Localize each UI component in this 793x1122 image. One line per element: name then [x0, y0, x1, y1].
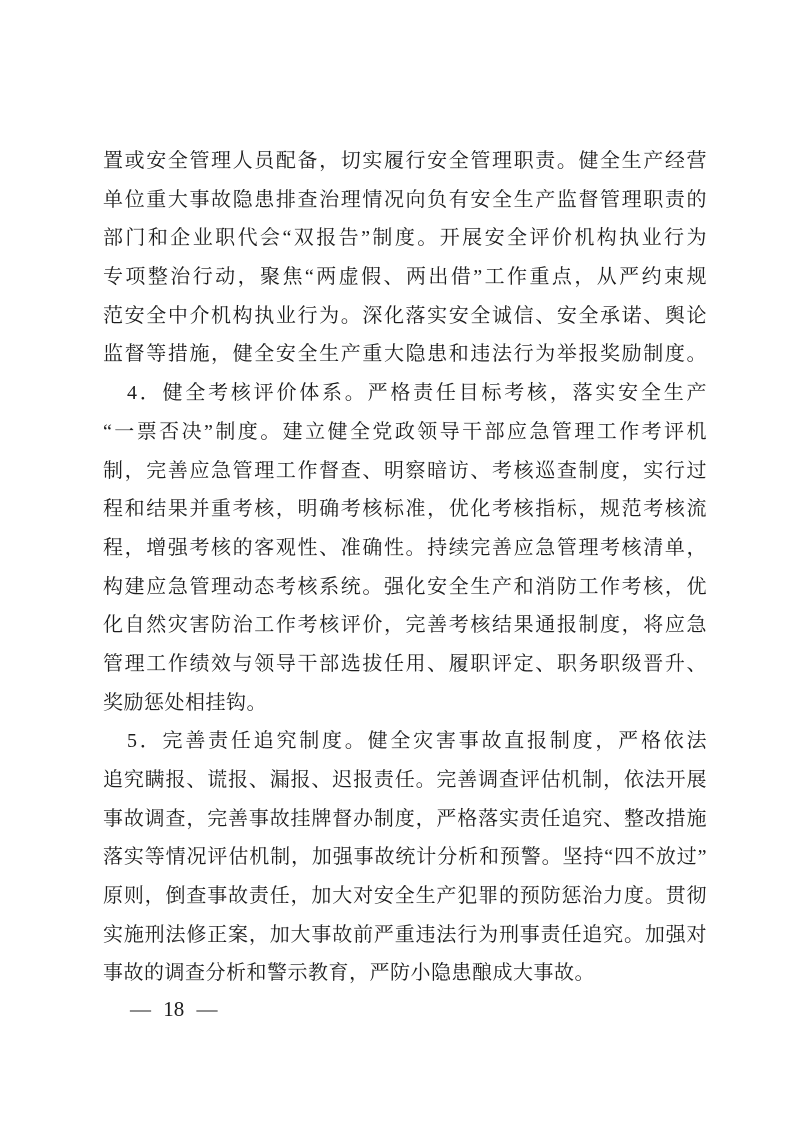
text-line: 构建应急管理动态考核系统。强化安全生产和消防工作考核，优 [103, 575, 707, 598]
text-line: 管理工作绩效与领导干部选拔任用、履职评定、职务职级晋升、 [103, 652, 707, 675]
text-line: 实施刑法修正案，加大事故前严重违法行为刑事责任追究。加强对 [103, 923, 707, 946]
text-line: 制，完善应急管理工作督查、明察暗访、考核巡查制度，实行过 [103, 459, 707, 482]
paragraph-item-5 [103, 722, 707, 993]
text-line: 奖励惩处相挂钩。 [103, 691, 267, 714]
text-line: 4．健全考核评价体系。严格责任目标考核，落实安全生产 [127, 382, 707, 405]
text-line: 部门和企业职代会“双报告”制度。开展安全评价机构执业行为 [103, 227, 707, 250]
text-column [103, 142, 707, 993]
page-number: — 18 — [130, 997, 218, 1021]
text-line: 落实等情况评估机制，加强事故统计分析和预警。坚持“四不放过” [103, 846, 707, 869]
text-line: 程，增强考核的客观性、准确性。持续完善应急管理考核清单， [103, 536, 707, 559]
text-line: 监督等措施，健全安全生产重大隐患和违法行为举报奖励制度。 [103, 343, 707, 366]
text-line: 单位重大事故隐患排查治理情况向负有安全生产监督管理职责的 [103, 188, 707, 211]
text-line: 追究瞒报、谎报、漏报、迟报责任。完善调查评估机制，依法开展 [103, 769, 707, 791]
text-line: 程和结果并重考核，明确考核标准，优化考核指标，规范考核流 [103, 498, 707, 521]
text-line: “一票否决”制度。建立健全党政领导干部应急管理工作考评机 [103, 420, 707, 443]
text-line: 置或安全管理人员配备，切实履行安全管理职责。健全生产经营 [103, 150, 707, 172]
text-line: 事故调查，完善事故挂牌督办制度，严格落实责任追究、整改措施 [103, 807, 707, 830]
text-line: 事故的调查分析和警示教育，严防小隐患酿成大事故。 [103, 962, 595, 985]
page-footer [130, 995, 218, 1023]
paragraph-item-4 [103, 374, 707, 722]
text-line: 原则，倒查事故责任，加大对安全生产犯罪的预防惩治力度。贯彻 [103, 885, 707, 908]
text-line: 专项整治行动，聚焦“两虚假、两出借”工作重点，从严约束规 [103, 266, 707, 289]
paragraph [103, 142, 707, 374]
text-line: 5．完善责任追究制度。健全灾害事故直报制度，严格依法 [127, 730, 707, 753]
text-line: 化自然灾害防治工作考核评价，完善考核结果通报制度，将应急 [103, 614, 707, 637]
text-line: 范安全中介机构执业行为。深化落实安全诚信、安全承诺、舆论 [103, 304, 707, 327]
